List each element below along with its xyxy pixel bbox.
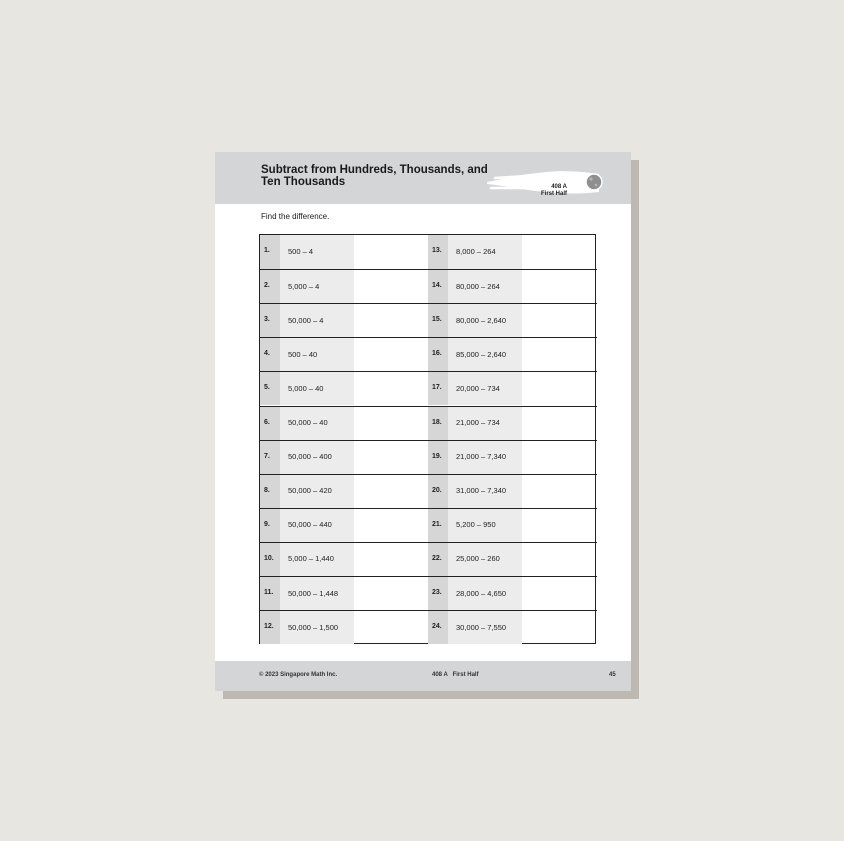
problem-number: 16. — [432, 350, 442, 358]
number-cell — [260, 509, 280, 542]
tag-half: First Half — [540, 191, 567, 197]
problem-expression: 85,000 – 2,640 — [456, 349, 507, 359]
problem-row — [260, 508, 428, 542]
problem-row — [428, 576, 597, 610]
problem-row — [428, 440, 597, 474]
problem-number: 11. — [264, 589, 274, 596]
problem-row — [260, 406, 428, 440]
problem-expression: 5,000 – 40 — [288, 383, 324, 393]
problem-row — [260, 610, 428, 644]
problem-expression: 5,000 – 4 — [288, 281, 320, 291]
problem-row — [260, 542, 428, 576]
number-cell — [260, 235, 280, 269]
number-cell — [260, 304, 280, 337]
problem-expression: 28,000 – 4,650 — [456, 588, 507, 598]
number-cell — [260, 338, 280, 371]
problem-expression: 21,000 – 734 — [456, 418, 500, 427]
worksheet-page — [215, 152, 631, 691]
footer-book: 408 A First Half — [432, 672, 479, 678]
problem-number: 12. — [264, 623, 274, 631]
problem-expression: 50,000 – 40 — [288, 418, 328, 427]
problem-expression: 50,000 – 440 — [288, 520, 332, 530]
problem-row — [260, 474, 428, 508]
problem-number: 23. — [432, 589, 442, 596]
problem-number: 15. — [432, 316, 442, 324]
title-line-2: Ten Thousands — [261, 176, 346, 188]
problem-row — [428, 542, 597, 576]
problem-expression: 30,000 – 7,550 — [456, 622, 507, 632]
problem-row — [260, 269, 428, 303]
problem-expression: 80,000 – 264 — [456, 281, 500, 291]
footer-page-number: 45 — [609, 672, 616, 678]
problem-row — [428, 474, 597, 508]
problem-number: 10. — [264, 554, 274, 562]
problem-number: 3. — [264, 316, 270, 324]
problem-row — [428, 371, 597, 405]
problem-row — [428, 406, 597, 440]
problem-number: 14. — [432, 282, 442, 290]
problem-expression: 80,000 – 2,640 — [456, 315, 507, 325]
problem-expression: 31,000 – 7,340 — [456, 486, 507, 496]
problem-expression: 50,000 – 420 — [288, 486, 332, 496]
problem-expression: 20,000 – 734 — [456, 383, 500, 393]
problem-column-left — [260, 235, 428, 643]
problem-expression: 5,000 – 1,440 — [288, 554, 334, 564]
problem-row — [428, 610, 597, 644]
problem-expression: 25,000 – 260 — [456, 554, 500, 564]
moon-icon — [586, 174, 602, 190]
problem-number: 21. — [432, 520, 442, 528]
problem-row — [260, 337, 428, 371]
problem-number: 18. — [432, 418, 442, 426]
problem-number: 6. — [264, 418, 270, 426]
problem-expression: 500 – 4 — [288, 246, 314, 256]
problem-row — [260, 371, 428, 405]
problem-row — [428, 337, 597, 371]
footer-copyright: © 2023 Singapore Math Inc. — [259, 672, 338, 678]
problem-number: 4. — [264, 350, 270, 358]
number-cell — [260, 407, 280, 440]
problem-expression: 50,000 – 400 — [288, 452, 332, 462]
problem-expression: 50,000 – 4 — [288, 315, 324, 325]
level-tag — [487, 164, 617, 196]
problem-expression: 21,000 – 7,340 — [456, 452, 507, 462]
problem-number: 22. — [432, 554, 442, 562]
instructions: Find the difference. — [261, 212, 330, 221]
problem-number: 17. — [432, 384, 442, 392]
problem-number: 19. — [432, 452, 442, 460]
problem-expression: 50,000 – 1,448 — [288, 588, 339, 598]
problem-row — [428, 508, 597, 542]
problem-row — [260, 303, 428, 337]
problem-row — [428, 269, 597, 303]
problem-number: 24. — [432, 623, 442, 631]
problem-column-right — [428, 235, 597, 643]
problem-row — [260, 235, 428, 269]
problem-row — [428, 235, 597, 269]
problem-expression: 8,000 – 264 — [456, 246, 496, 256]
number-cell — [260, 372, 280, 405]
number-cell — [260, 270, 280, 303]
problem-number: 7. — [264, 452, 270, 460]
problem-number: 13. — [432, 247, 442, 254]
problem-number: 20. — [432, 486, 442, 494]
problem-row — [260, 440, 428, 474]
problem-number: 2. — [264, 282, 270, 290]
problem-number: 8. — [264, 486, 270, 494]
problem-expression: 5,200 – 950 — [456, 520, 496, 530]
number-cell — [260, 441, 280, 474]
footer — [215, 661, 631, 691]
problem-row — [428, 303, 597, 337]
problem-row — [260, 576, 428, 610]
problem-number: 9. — [264, 520, 270, 528]
problem-number: 5. — [264, 384, 270, 392]
problem-number: 1. — [264, 247, 270, 254]
tag-code: 408 A — [551, 184, 567, 190]
problem-table — [259, 234, 596, 644]
number-cell — [260, 475, 280, 508]
problem-expression: 50,000 – 1,500 — [288, 622, 339, 632]
title-line-1: Subtract from Hundreds, Thousands, and — [261, 164, 488, 176]
tag-text — [541, 184, 567, 198]
problem-expression: 500 – 40 — [288, 349, 318, 359]
